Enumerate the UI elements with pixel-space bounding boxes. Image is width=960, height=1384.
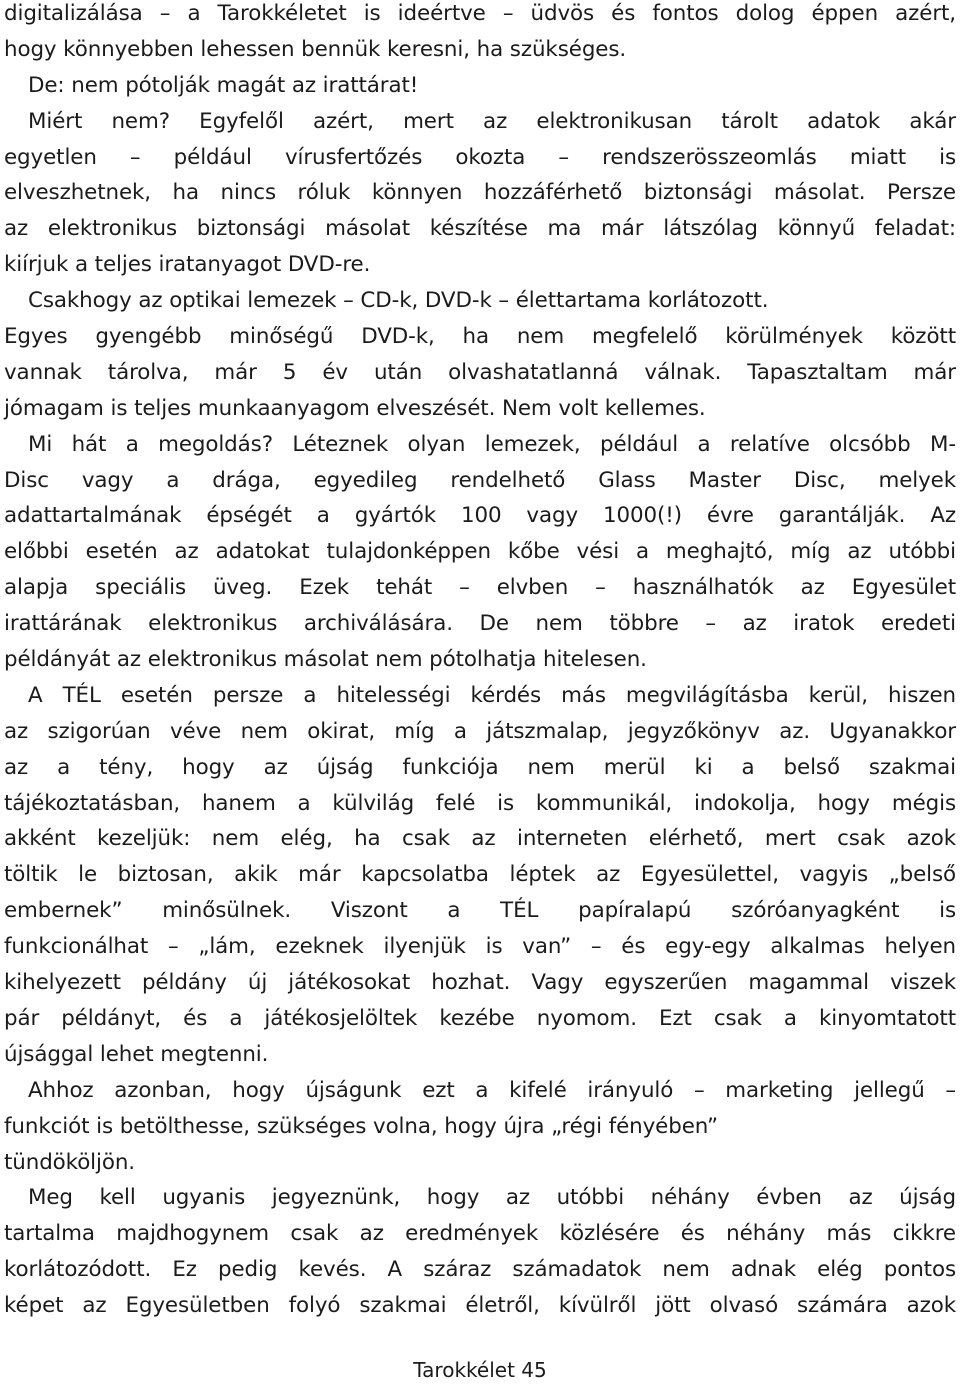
text-line: Meg kell ugyanis jegyeznünk, hogy az utóbbi néhány évben az újság (28, 1185, 956, 1211)
text-line: A TÉL esetén persze a hitelességi kérdés más megvilágításba kerül, hiszen (28, 682, 956, 708)
text-line: alapja speciális üveg. Ezek tehát – elvben – használhatók az Egyesület (4, 575, 956, 601)
text-line: képet az Egyesületben folyó szakmai életről, kívülről jött olvasó számára azok (4, 1293, 956, 1319)
text-line: De: nem pótolják magát az irattárat! (28, 72, 419, 98)
text-line: elveszhetnek, ha nincs róluk könnyen hozzáférhető biztonsági másolat. Persze (4, 180, 956, 206)
text-line: az szigorúan véve nem okirat, míg a játszmalap, jegyzőkönyv az. Ugyanakkor (4, 718, 956, 744)
text-line: példányát az elektronikus másolat nem pótolhatja hitelesen. (4, 647, 647, 673)
text-line: hogy könnyebben lehessen bennük keresni, ha szükséges. (4, 36, 627, 62)
text-line: az a tény, hogy az újság funkciója nem merül ki a belső szakmai (4, 754, 956, 780)
text-line: digitalizálása – a Tarokkéletet is ideértve – üdvös és fontos dolog éppen azért, (4, 1, 956, 26)
text-line: kiírjuk a teljes iratanyagot DVD-re. (4, 252, 371, 278)
text-line: pár példányt, és a játékosjelöltek kezébe nyomom. Ezt csak a kinyomtatott (4, 1005, 956, 1031)
text-line: akként kezeljük: nem elég, ha csak az interneten elérhető, mert csak azok (4, 826, 956, 852)
text-line: egyetlen – például vírusfertőzés okozta – rendszerösszeomlás miatt is (4, 144, 956, 170)
text-line: jómagam is teljes munkaanyagom elveszését. Nem volt kellemes. (4, 395, 706, 421)
text-line: tündököljön. (4, 1149, 136, 1175)
text-line: vannak tárolva, már 5 év után olvashatatlanná válnak. Tapasztaltam már (4, 359, 956, 385)
text-line: funkciót is betölthesse, szükséges volna, hogy újra „régi fényében” (4, 1113, 719, 1139)
text-line: embernek” minősülnek. Viszont a TÉL papíralapú szóróanyagként is (4, 898, 956, 924)
text-line: Egyes gyengébb minőségű DVD-k, ha nem megfelelő körülmények között (4, 324, 956, 350)
text-line: töltik le biztosan, akik már kapcsolatba léptek az Egyesülettel, vagyis „belső (4, 862, 956, 888)
text-line: az elektronikus biztonsági másolat készítése ma már látszólag könnyű feladat: (4, 216, 956, 242)
text-line: előbbi esetén az adatokat tulajdonképpen kőbe vési a meghajtó, míg az utóbbi (4, 539, 956, 565)
page-footer: Tarokkélet 45 (413, 1358, 547, 1382)
text-line: korlátozódott. Ez pedig kevés. A száraz számadatok nem adnak elég pontos (4, 1257, 956, 1283)
article-body (4, 0, 956, 1324)
text-line: Disc vagy a drága, egyedileg rendelhető Glass Master Disc, melyek (4, 467, 956, 493)
text-line: kihelyezett példány új játékosokat hozhat. Vagy egyszerűen magammal viszek (4, 970, 956, 996)
text-line: adattartalmának épségét a gyártók 100 vagy 1000(!) évre garantálják. Az (4, 503, 956, 529)
text-line: Csakhogy az optikai lemezek – CD-k, DVD-k – élettartama korlátozott. (28, 288, 769, 314)
text-line: újsággal lehet megtenni. (4, 1041, 269, 1067)
text-line: Mi hát a megoldás? Léteznek olyan lemezek, például a relatíve olcsóbb M- (28, 431, 956, 457)
text-line: irattárának elektronikus archiválására. De nem többre – az iratok eredeti (4, 611, 956, 637)
text-line: funkcionálhat – „lám, ezeknek ilyenjük is van” – és egy-egy alkalmas helyen (4, 934, 956, 960)
text-line: Ahhoz azonban, hogy újságunk ezt a kifelé irányuló – marketing jellegű – (28, 1077, 956, 1103)
text-line: tájékoztatásban, hanem a külvilág felé is kommunikál, indokolja, hogy mégis (4, 790, 956, 816)
text-line: tartalma majdhogynem csak az eredmények közlésére és néhány más cikkre (4, 1221, 956, 1247)
text-line: Miért nem? Egyfelől azért, mert az elektronikusan tárolt adatok akár (28, 108, 956, 134)
